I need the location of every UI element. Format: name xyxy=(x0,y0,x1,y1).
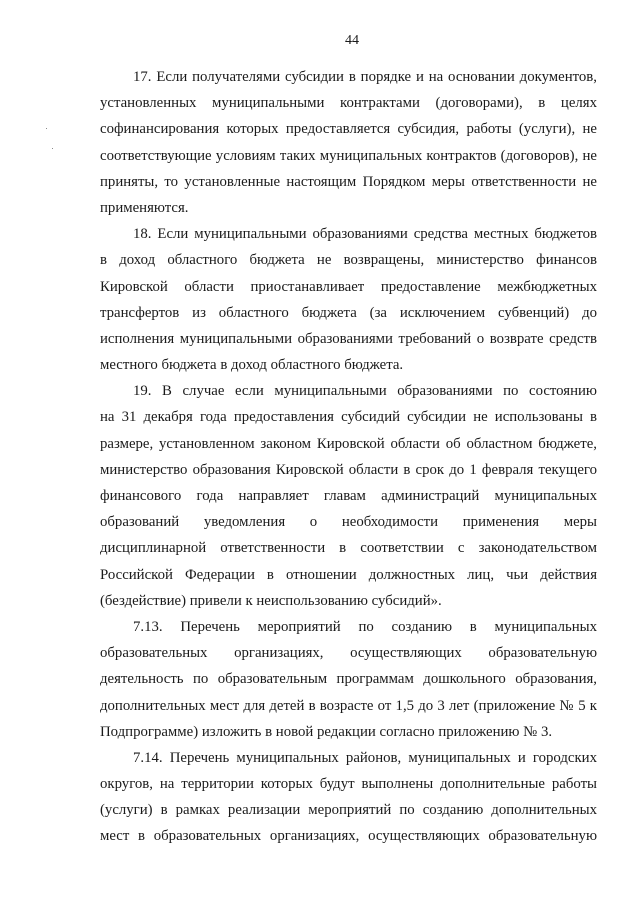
page-number: 44 xyxy=(345,33,359,48)
paragraph-7-14 xyxy=(100,745,597,850)
text-line: дисциплинарной ответственности в соответствии с законодательством xyxy=(100,540,597,557)
paragraph-18 xyxy=(100,221,597,378)
scan-mark xyxy=(46,128,47,129)
paragraph-17 xyxy=(100,64,597,221)
text-line: Кировской области приостанавливает предоставление межбюджетных xyxy=(100,278,597,295)
text-line: образовательных организациях, осуществляющих образовательную xyxy=(100,645,597,662)
text-line: Российской Федерации в отношении должностных лиц, чьи действия xyxy=(100,566,597,583)
text-line: 7.14. Перечень муниципальных районов, муниципальных и городских xyxy=(133,749,597,766)
paragraph-7-13 xyxy=(100,614,597,745)
text-line: (бездействие) привели к неиспользованию субсидий». xyxy=(100,592,442,609)
text-line: министерство образования Кировской области в срок до 1 февраля текущего xyxy=(100,461,597,478)
paragraph-19 xyxy=(100,378,597,614)
text-line: образований уведомления о необходимости применения меры xyxy=(100,514,597,531)
document-body xyxy=(100,64,597,850)
text-line: на 31 декабря года предоставления субсидий субсидии не использованы в xyxy=(100,409,597,426)
text-line: соответствующие условиям таких муниципальных контрактов (договоров), не xyxy=(100,147,597,164)
text-line: установленных муниципальными контрактами (договорами), в целях xyxy=(100,95,597,112)
text-line: 19. В случае если муниципальными образованиями по состоянию xyxy=(133,383,597,400)
text-line: местного бюджета в доход областного бюджета. xyxy=(100,357,404,374)
text-line: 17. Если получателями субсидии в порядке и на основании документов, xyxy=(133,69,597,85)
text-line: размере, установленном законом Кировской области об областном бюджете, xyxy=(100,435,597,452)
text-line: в доход областного бюджета не возвращены, министерство финансов xyxy=(100,252,597,269)
text-line: деятельность по образовательным программам дошкольного образования, xyxy=(100,671,597,688)
text-line: Подпрограмме) изложить в новой редакции согласно приложению № 3. xyxy=(100,723,553,740)
text-line: округов, на территории которых будут выполнены дополнительные работы xyxy=(100,776,597,793)
text-line: финансового года направляет главам администраций муниципальных xyxy=(100,488,597,504)
text-line: трансфертов из областного бюджета (за исключением субвенций) до xyxy=(100,304,597,321)
text-line: 7.13. Перечень мероприятий по созданию в муниципальных xyxy=(133,618,597,635)
scan-mark xyxy=(52,148,53,149)
text-line: исполнения муниципальными образованиями требований о возврате средств xyxy=(100,330,597,347)
text-line: применяются. xyxy=(100,199,189,216)
text-line: (услуги) в рамках реализации мероприятий по созданию дополнительных xyxy=(100,802,597,819)
text-line: мест в образовательных организациях, осуществляющих образовательную xyxy=(100,828,597,845)
text-line: 18. Если муниципальными образованиями средства местных бюджетов xyxy=(133,226,597,243)
text-line: приняты, то установленные настоящим Порядком меры ответственности не xyxy=(100,173,597,190)
text-line: дополнительных мест для детей в возрасте от 1,5 до 3 лет (приложение № 5 к xyxy=(100,697,597,714)
text-line: софинансирования которых предоставляется субсидия, работы (услуги), не xyxy=(100,121,597,138)
